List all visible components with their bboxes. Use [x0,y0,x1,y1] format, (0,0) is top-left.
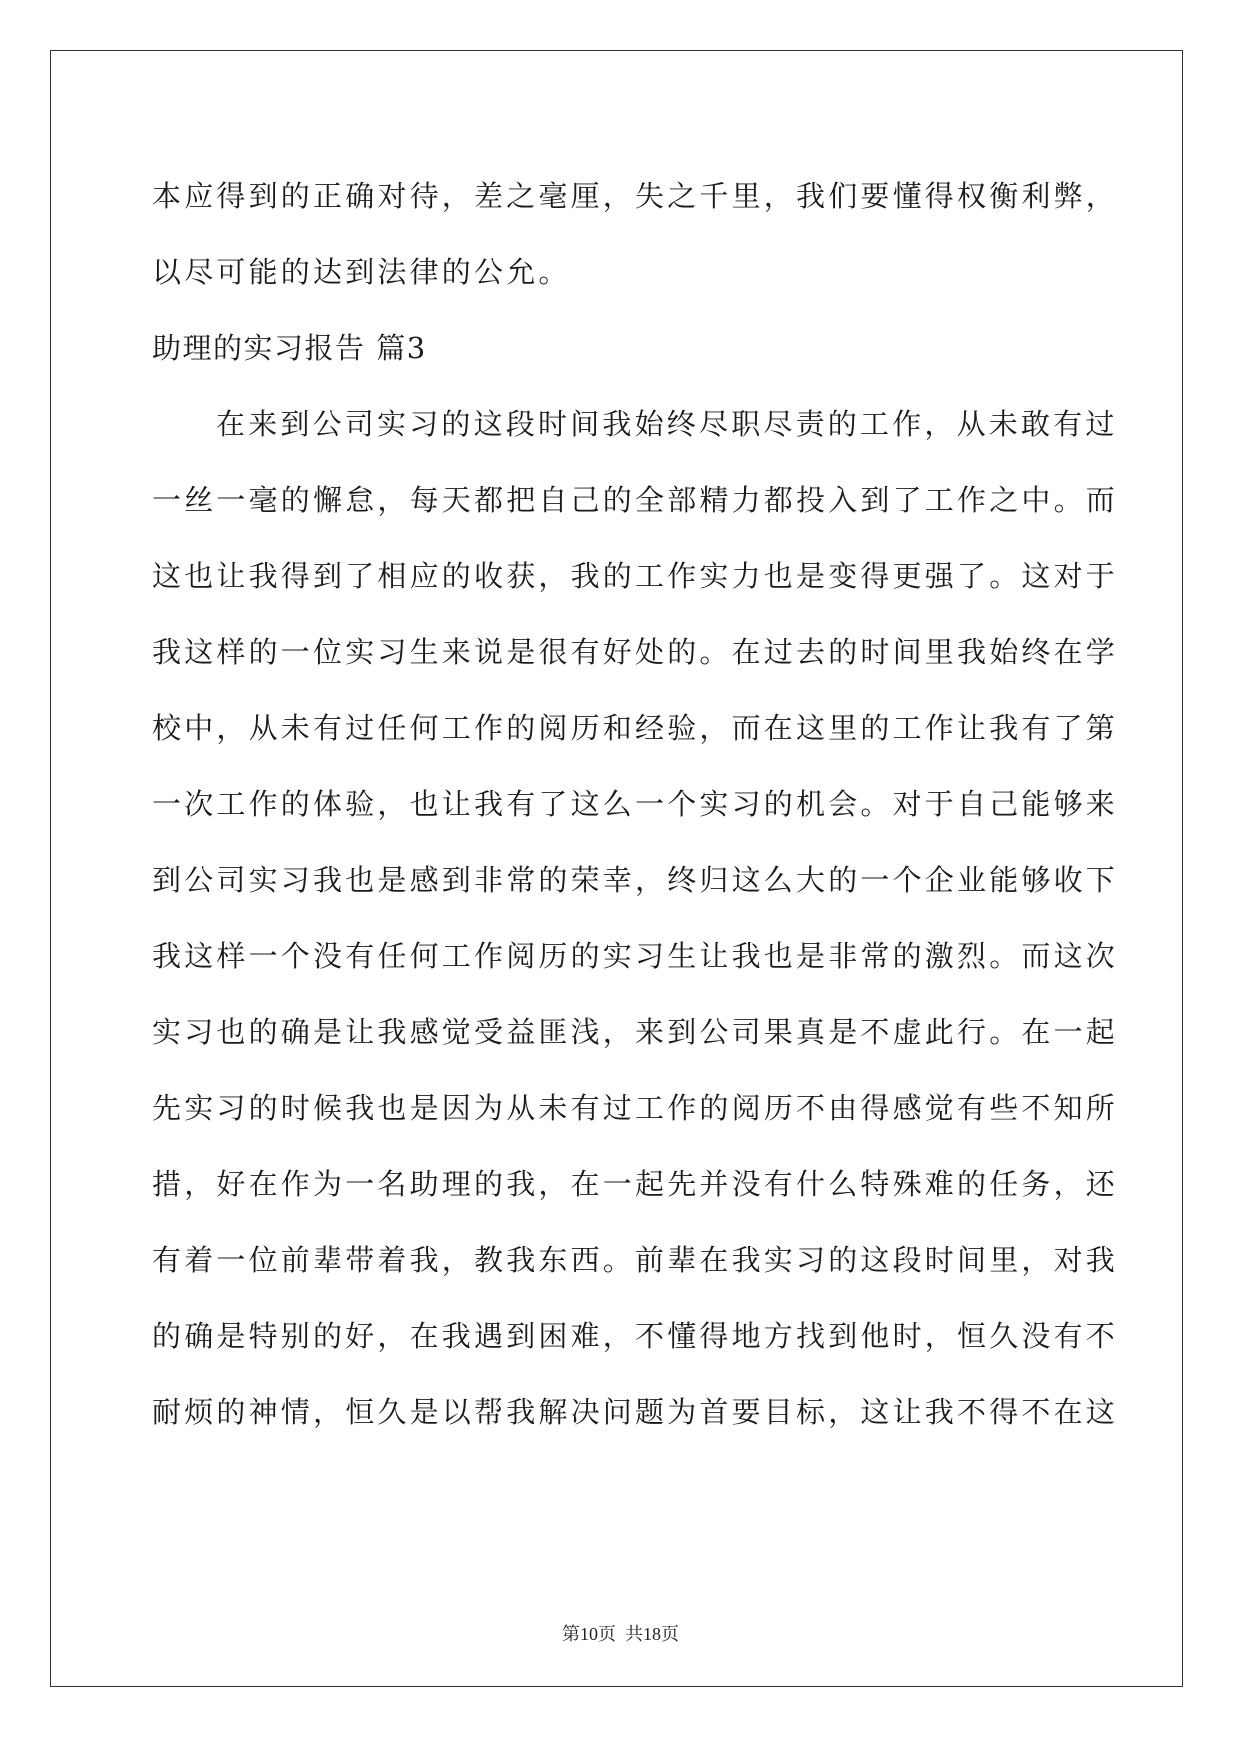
paragraph-line: 的确是特别的好，在我遇到困难，不懂得地方找到他时，恒久没有不 [152,1319,1119,1353]
total-pages-number: 18 [643,1624,661,1644]
page-label-prefix: 第 [562,1624,580,1644]
paragraph-line: 措，好在作为一名助理的我，在一起先并没有什么特殊难的任务，还 [152,1167,1119,1201]
paragraph-line: 先实习的时候我也是因为从未有过工作的阅历不由得感觉有些不知所 [152,1091,1119,1125]
current-page-number: 10 [580,1624,598,1644]
paragraph-line: 在来到公司实习的这段时间我始终尽职尽责的工作，从未敢有过 [216,407,1118,441]
paragraph-line: 到公司实习我也是感到非常的荣幸，终归这么大的一个企业能够收下 [152,863,1119,897]
document-body [152,158,1119,1450]
section-heading: 助理的实习报告 篇3 [152,331,427,365]
paragraph-line: 我这样一个没有任何工作阅历的实习生让我也是非常的激烈。而这次 [152,939,1119,973]
paragraph-line: 一次工作的体验，也让我有了这么一个实习的机会。对于自己能够来 [152,787,1119,821]
paragraph-line: 这也让我得到了相应的收获，我的工作实力也是变得更强了。这对于 [152,559,1119,593]
page-label-suffix: 页 [661,1624,679,1644]
paragraph-line: 有着一位前辈带着我，教我东西。前辈在我实习的这段时间里，对我 [152,1243,1119,1277]
text-line: 本应得到的正确对待，差之毫厘，失之千里，我们要懂得权衡利弊， [152,179,1119,213]
text-line: 以尽可能的达到法律的公允。 [152,255,571,289]
paragraph-line: 耐烦的神情，恒久是以帮我解决问题为首要目标，这让我不得不在这 [152,1395,1119,1429]
paragraph-line: 一丝一毫的懈怠，每天都把自己的全部精力都投入到了工作之中。而 [152,483,1119,517]
page-footer [0,1620,1241,1646]
paragraph-line: 校中，从未有过任何工作的阅历和经验，而在这里的工作让我有了第 [152,711,1119,745]
page-label-mid: 页 共 [598,1624,643,1644]
paragraph-line: 实习也的确是让我感觉受益匪浅，来到公司果真是不虚此行。在一起 [152,1015,1119,1049]
paragraph-line: 我这样的一位实习生来说是很有好处的。在过去的时间里我始终在学 [152,635,1119,669]
